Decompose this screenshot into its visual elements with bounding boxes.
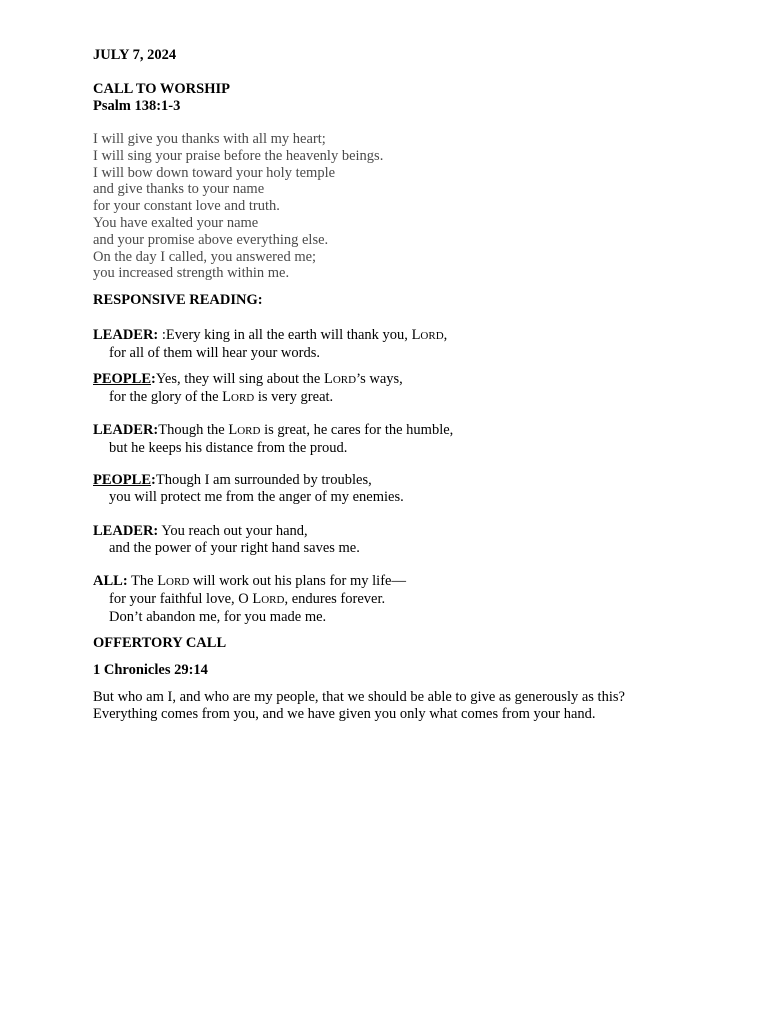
speaker-colon: : <box>151 472 156 488</box>
lord-small-caps: ORD <box>166 576 190 588</box>
speaker-label: PEOPLE <box>93 472 152 488</box>
service-date: JULY 7, 2024 <box>93 47 177 63</box>
speaker-label: ALL: <box>93 573 128 589</box>
worship-line: I will bow down toward your holy temple <box>93 164 336 181</box>
reading-text: for the glory of the <box>109 388 223 405</box>
reading-text: is great, he cares for the humble, <box>260 422 454 438</box>
speaker-label: PEOPLE <box>93 371 152 387</box>
responsive-reading-heading: RESPONSIVE READING: <box>93 292 263 308</box>
lord-initial: L <box>323 371 333 387</box>
reading-text: and the power of your right hand saves me. <box>109 539 360 556</box>
call-to-worship-reference: Psalm 138:1-3 <box>93 98 181 114</box>
lord-small-caps: ORD <box>420 330 444 342</box>
speaker-label: LEADER: <box>93 523 159 539</box>
call-to-worship-heading: CALL TO WORSHIP <box>93 81 230 97</box>
lord-small-caps: ORD <box>332 374 357 386</box>
reading-text: Though I am surrounded by troubles, <box>155 472 372 488</box>
reading-part-people <box>93 371 733 407</box>
reading-text: Though the <box>158 422 229 438</box>
reading-part-all <box>93 573 733 625</box>
reading-text: is very great. <box>254 388 334 405</box>
reading-text: :Every king in all the earth will thank you, <box>158 327 412 343</box>
reading-text: will work out his plans for my life— <box>189 573 406 589</box>
lord-initial: L <box>157 573 167 589</box>
call-to-worship-text <box>93 131 733 282</box>
worship-line: and your promise above everything else. <box>93 231 329 248</box>
lord-small-caps: ORD <box>261 593 285 606</box>
offertory-text <box>93 689 733 723</box>
reading-text: The <box>127 573 158 589</box>
worship-line: You have exalted your name <box>93 214 259 231</box>
worship-line: you increased strength within me. <box>93 265 290 282</box>
lord-initial: L <box>252 590 262 607</box>
lord-initial: L <box>411 327 421 343</box>
lord-small-caps: ORD <box>237 425 261 437</box>
lord-initial: L <box>222 388 232 405</box>
worship-line: and give thanks to your name <box>93 181 265 198</box>
reading-text: You reach out your hand, <box>158 523 308 539</box>
worship-line: On the day I called, you answered me; <box>93 248 317 265</box>
reading-part-people <box>93 472 733 506</box>
reading-text: , <box>443 327 448 343</box>
reading-part-leader <box>93 422 733 457</box>
speaker-colon: : <box>151 371 156 387</box>
speaker-label: LEADER: <box>93 327 159 343</box>
reading-text: , endures forever. <box>284 590 386 607</box>
reading-text: Don’t abandon me, for you made me. <box>109 608 327 625</box>
reading-text: but he keeps his distance from the proud. <box>109 439 348 456</box>
reading-part-leader <box>93 327 733 362</box>
reading-text: ’s ways, <box>356 371 403 387</box>
offertory-line: But who am I, and who are my people, that we should be able to give as generously as this? <box>93 689 625 705</box>
worship-line: I will sing your praise before the heavenly beings. <box>93 147 384 164</box>
reading-text: you will protect me from the anger of my enemies. <box>109 488 404 505</box>
offertory-line: Everything comes from you, and we have given you only what comes from your hand. <box>93 705 596 722</box>
lord-small-caps: ORD <box>231 391 255 404</box>
worship-line: I will give you thanks with all my heart; <box>93 131 326 147</box>
reading-text: for all of them will hear your words. <box>109 344 321 361</box>
reading-text: for your faithful love, O <box>109 590 253 607</box>
worship-line: for your constant love and truth. <box>93 198 280 215</box>
reading-part-leader <box>93 523 733 557</box>
lord-initial: L <box>228 422 238 438</box>
offertory-reference: 1 Chronicles 29:14 <box>93 662 208 678</box>
reading-text: Yes, they will sing about the <box>155 371 324 387</box>
speaker-label: LEADER: <box>93 422 159 438</box>
offertory-heading: OFFERTORY CALL <box>93 635 227 651</box>
